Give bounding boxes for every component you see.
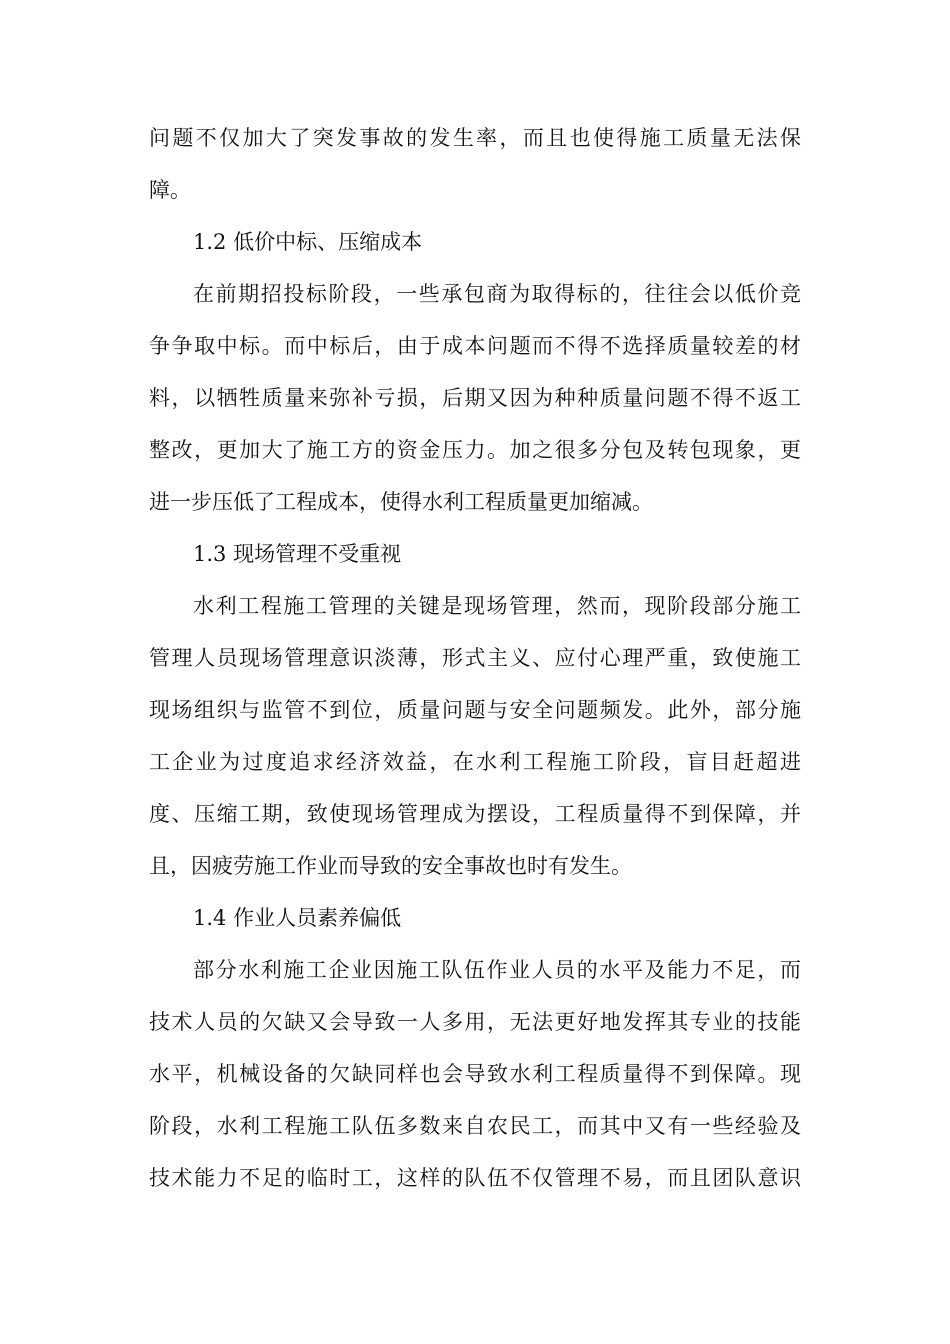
paragraph-line: 部分水利施工企业因施工队伍作业人员的水平及能力不足，而	[193, 958, 801, 982]
paragraph-line: 料，以牺牲质量来弥补亏损，后期又因为种种质量问题不得不返工	[149, 386, 801, 410]
paragraph-line: 技术人员的欠缺又会导致一人多用，无法更好地发挥其专业的技能	[149, 1010, 801, 1034]
paragraph-line: 障。	[149, 178, 191, 202]
paragraph-line: 工企业为过度追求经济效益，在水利工程施工阶段，盲目赶超进	[149, 750, 801, 774]
section-heading: 1.3 现场管理不受重视	[193, 542, 402, 566]
paragraph-line: 技术能力不足的临时工，这样的队伍不仅管理不易，而且团队意识	[149, 1166, 801, 1190]
paragraph-line: 争争取中标。而中标后，由于成本问题而不得不选择质量较差的材	[149, 334, 801, 358]
paragraph-line: 问题不仅加大了突发事故的发生率，而且也使得施工质量无法保	[149, 126, 801, 150]
paragraph-line: 且，因疲劳施工作业而导致的安全事故也时有发生。	[149, 854, 632, 878]
section-heading: 1.2 低价中标、压缩成本	[193, 230, 423, 254]
body-text	[149, 116, 801, 1208]
paragraph-line: 阶段，水利工程施工队伍多数来自农民工，而其中又有一些经验及	[149, 1114, 801, 1138]
paragraph-line: 整改，更加大了施工方的资金压力。加之很多分包及转包现象，更	[149, 438, 801, 462]
paragraph-line: 进一步压低了工程成本，使得水利工程质量更加缩减。	[149, 490, 653, 514]
paragraph-line: 现场组织与监管不到位，质量问题与安全问题频发。此外，部分施	[149, 698, 801, 722]
paragraph-line: 度、压缩工期，致使现场管理成为摆设，工程质量得不到保障，并	[149, 802, 801, 826]
section-heading: 1.4 作业人员素养偏低	[193, 906, 402, 930]
paragraph-line: 水平，机械设备的欠缺同样也会导致水利工程质量得不到保障。现	[149, 1062, 801, 1086]
paragraph-line: 在前期招投标阶段，一些承包商为取得标的，往往会以低价竞	[193, 282, 801, 306]
paragraph-line: 管理人员现场管理意识淡薄，形式主义、应付心理严重，致使施工	[149, 646, 801, 670]
paragraph-line: 水利工程施工管理的关键是现场管理，然而，现阶段部分施工	[193, 594, 801, 618]
